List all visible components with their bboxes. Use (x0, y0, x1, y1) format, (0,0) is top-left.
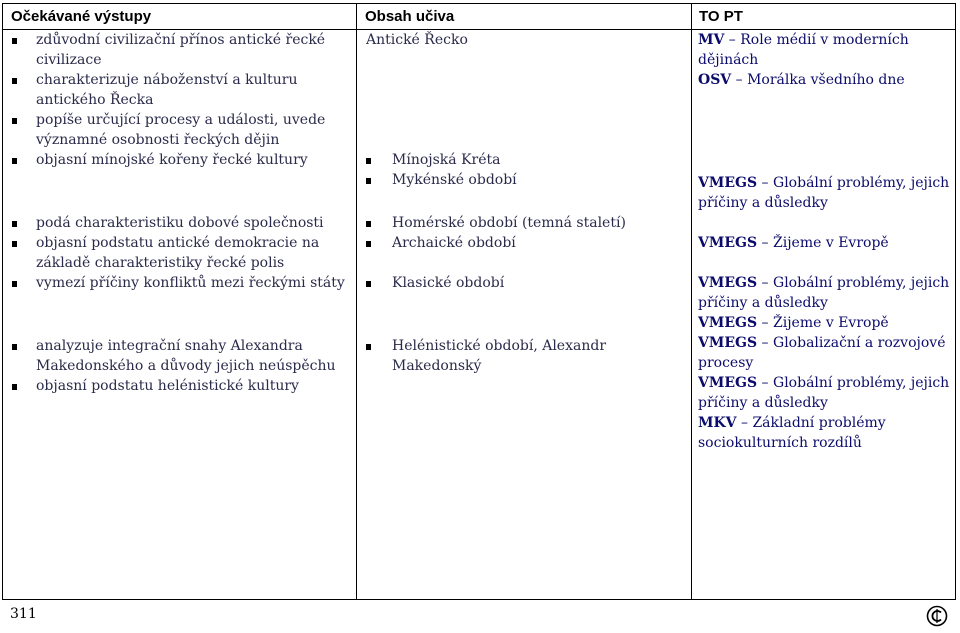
theme-tag: VMEGS (698, 275, 758, 291)
theme-tag: OSV (698, 72, 732, 88)
theme-line (698, 193, 828, 213)
theme-text: příčiny a důsledky (698, 295, 828, 311)
bullet-icon (12, 118, 17, 124)
bullet-icon (12, 221, 17, 227)
header-cross-cutting-themes: TO PT (699, 8, 743, 25)
bullet-icon (366, 241, 371, 247)
theme-line: VMEGS – Globální problémy, jejich (698, 275, 950, 291)
content-heading: Antické Řecko (366, 32, 468, 48)
theme-text: Žijeme v Evropě (773, 235, 889, 251)
theme-text: Role médií v moderních (740, 32, 909, 48)
outcome-line: analyzuje integrační snahy Alexandra (36, 338, 303, 354)
theme-line (698, 353, 753, 373)
theme-line: MV – Role médií v moderních (698, 32, 909, 48)
content-item: Klasické období (392, 275, 505, 291)
outcome-line: objasní mínojské kořeny řecké kultury (36, 152, 308, 168)
bullet-icon (12, 241, 17, 247)
content-item: Mínojská Kréta (392, 152, 501, 168)
theme-text: Globální problémy, jejich (773, 375, 950, 391)
content-item: Mykénské období (392, 172, 517, 188)
theme-tag: MV (698, 32, 725, 48)
theme-tag: MKV (698, 415, 737, 431)
theme-tag: VMEGS (698, 315, 758, 331)
theme-line: VMEGS – Žijeme v Evropě (698, 235, 889, 251)
theme-tag: VMEGS (698, 175, 758, 191)
column-divider-1 (356, 4, 357, 599)
theme-line (698, 293, 828, 313)
theme-text: procesy (698, 355, 754, 371)
theme-text: sociokulturních rozdílů (698, 435, 862, 451)
outcome-line: Makedonského a důvody jejich neúspěchu (36, 358, 336, 374)
theme-line: VMEGS – Globální problémy, jejich (698, 175, 950, 191)
header-curriculum-content: Obsah učiva (365, 8, 455, 25)
bullet-icon (12, 78, 17, 84)
theme-text: dějinách (698, 52, 759, 68)
table-header-row (3, 4, 955, 30)
outcome-line: objasní podstatu antické demokracie na (36, 235, 320, 251)
theme-line (698, 50, 758, 70)
theme-line: VMEGS – Globální problémy, jejich (698, 375, 950, 391)
outcome-line: objasní podstatu helénistické kultury (36, 378, 299, 394)
outcome-line: popíše určující procesy a události, uvede (36, 112, 326, 128)
theme-line (698, 393, 828, 413)
content-item: Homérské období (temná staletí) (392, 215, 626, 231)
theme-text: Základní problémy (752, 415, 886, 431)
theme-tag: VMEGS (698, 375, 758, 391)
bullet-icon (12, 158, 17, 164)
theme-line: VMEGS – Globalizační a rozvojové (698, 335, 946, 351)
theme-line: OSV – Morálka všedního dne (698, 72, 905, 88)
outcome-line: civilizace (36, 52, 102, 68)
bullet-icon (12, 281, 17, 287)
theme-tag: VMEGS (698, 235, 758, 251)
bullet-icon (12, 384, 17, 390)
bullet-icon (12, 38, 17, 44)
content-item: Helénistické období, Alexandr (392, 338, 607, 354)
header-expected-outcomes: Očekávané výstupy (11, 8, 152, 25)
theme-line: VMEGS – Žijeme v Evropě (698, 315, 889, 331)
theme-text: Globalizační a rozvojové (773, 335, 946, 351)
theme-text: Morálka všedního dne (747, 72, 905, 88)
bullet-icon (366, 281, 371, 287)
theme-line (698, 433, 862, 453)
bullet-icon (366, 178, 371, 184)
column-divider-2 (691, 4, 692, 599)
theme-text: Globální problémy, jejich (773, 275, 950, 291)
bullet-icon (12, 344, 17, 350)
outcome-line: významné osobnosti řeckých dějin (36, 132, 280, 148)
bullet-icon (366, 221, 371, 227)
outcome-line: antického Řecka (36, 92, 154, 108)
theme-tag: VMEGS (698, 335, 758, 351)
outcome-line: základě charakteristiky řecké polis (36, 255, 285, 271)
copyright-c-logo-icon (926, 605, 948, 627)
theme-text: příčiny a důsledky (698, 395, 828, 411)
bullet-icon (366, 158, 371, 164)
theme-text: Globální problémy, jejich (773, 175, 950, 191)
outcome-line: podá charakteristiku dobové společnosti (36, 215, 324, 231)
theme-text: Žijeme v Evropě (773, 315, 889, 331)
outcome-line: vymezí příčiny konfliktů mezi řeckými státy (36, 275, 345, 291)
theme-line: MKV – Základní problémy (698, 415, 886, 431)
page-number: 311 (10, 606, 37, 622)
outcome-line: zdůvodní civilizační přínos antické řecké (36, 32, 326, 48)
bullet-icon (366, 344, 371, 350)
outcome-line: charakterizuje náboženství a kulturu (36, 72, 298, 88)
theme-text: příčiny a důsledky (698, 195, 828, 211)
content-item: Makedonský (392, 358, 482, 374)
content-item: Archaické období (392, 235, 516, 251)
